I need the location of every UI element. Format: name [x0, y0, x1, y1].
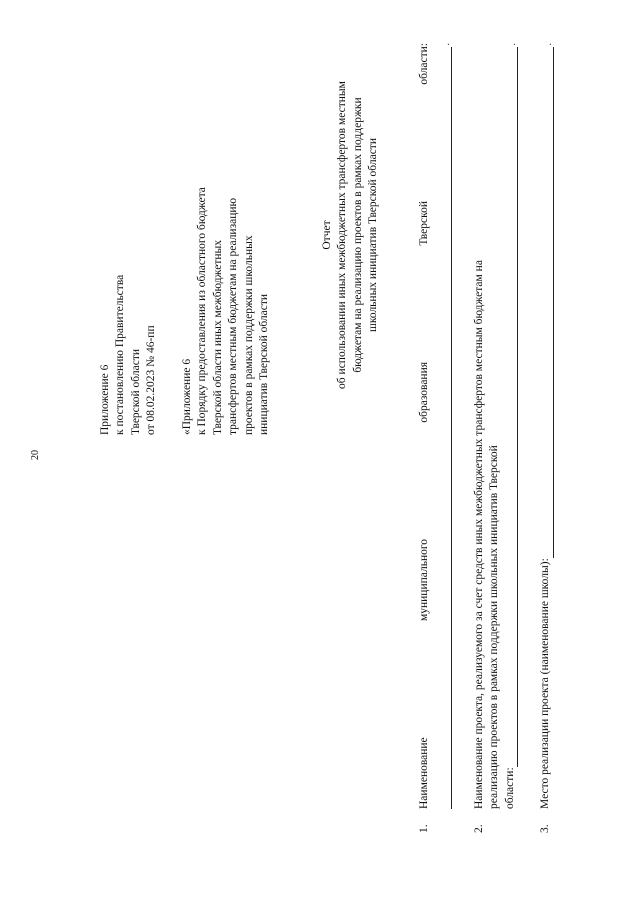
item-number: 2.: [472, 824, 485, 833]
appendix-line: Тверской области: [129, 349, 142, 435]
item-label: Место реализации проекта (наименование школы):: [539, 558, 551, 809]
appendix-line: Приложение 6: [99, 364, 111, 435]
appendix-block: [98, 275, 160, 435]
item-project-location: 3. Место реализации проекта (наименование школы): .: [539, 43, 554, 833]
school-name-field[interactable]: [541, 48, 554, 559]
order-appendix-line: Тверской области иных межбюджетных: [211, 240, 224, 435]
page-number: 20: [30, 450, 41, 460]
item-number: 3.: [539, 824, 551, 833]
project-name-field[interactable]: [505, 48, 518, 768]
item-label-line: реализацию проектов в рамках поддержки школьных инициатив Тверской: [488, 445, 500, 809]
report-title: [320, 35, 382, 435]
item-municipality: 1. Наименование муниципального образования Тверской области: .: [418, 43, 452, 833]
report-title-line: об использовании иных межбюджетных трансфертов местным: [336, 81, 349, 389]
item-project-name: 2. Наименование проекта, реализуемого за счет средств иных межбюджетных трансфертов местным бюджетам на реализацию проектов в рамках поддержки школьных инициатив Тверской области: .: [472, 43, 518, 833]
order-appendix-block: [180, 187, 272, 435]
order-appendix-line: трансфертов местным бюджетам на реализацию: [227, 197, 240, 435]
report-items: [417, 43, 574, 833]
appendix-line: от 08.02.2023 № 46-пп: [145, 325, 158, 435]
municipality-field[interactable]: [439, 48, 452, 810]
item-number: 1.: [418, 824, 430, 833]
order-appendix-line: «Приложение 6: [181, 358, 193, 435]
appendix-line: к постановлению Правительства: [114, 274, 127, 435]
item-label-line: Наименование проекта, реализуемого за счет средств иных межбюджетных трансфертов местным бюджетам на: [472, 260, 485, 809]
order-appendix-line: проектов в рамках поддержки школьных: [242, 235, 255, 435]
report-title-line: бюджетам на реализацию проектов в рамках поддержки: [351, 97, 364, 373]
item-label-line: области:: [503, 767, 516, 809]
report-title-line: школьных инициатив Тверской области: [367, 138, 380, 333]
item-label: Наименование муниципального образования Тверской области:: [418, 43, 430, 809]
order-appendix-line: к Порядку предоставления из областного бюджета: [196, 187, 209, 435]
report-heading: Отчет: [321, 220, 333, 250]
order-appendix-line: инициатив Тверской области: [258, 293, 271, 435]
